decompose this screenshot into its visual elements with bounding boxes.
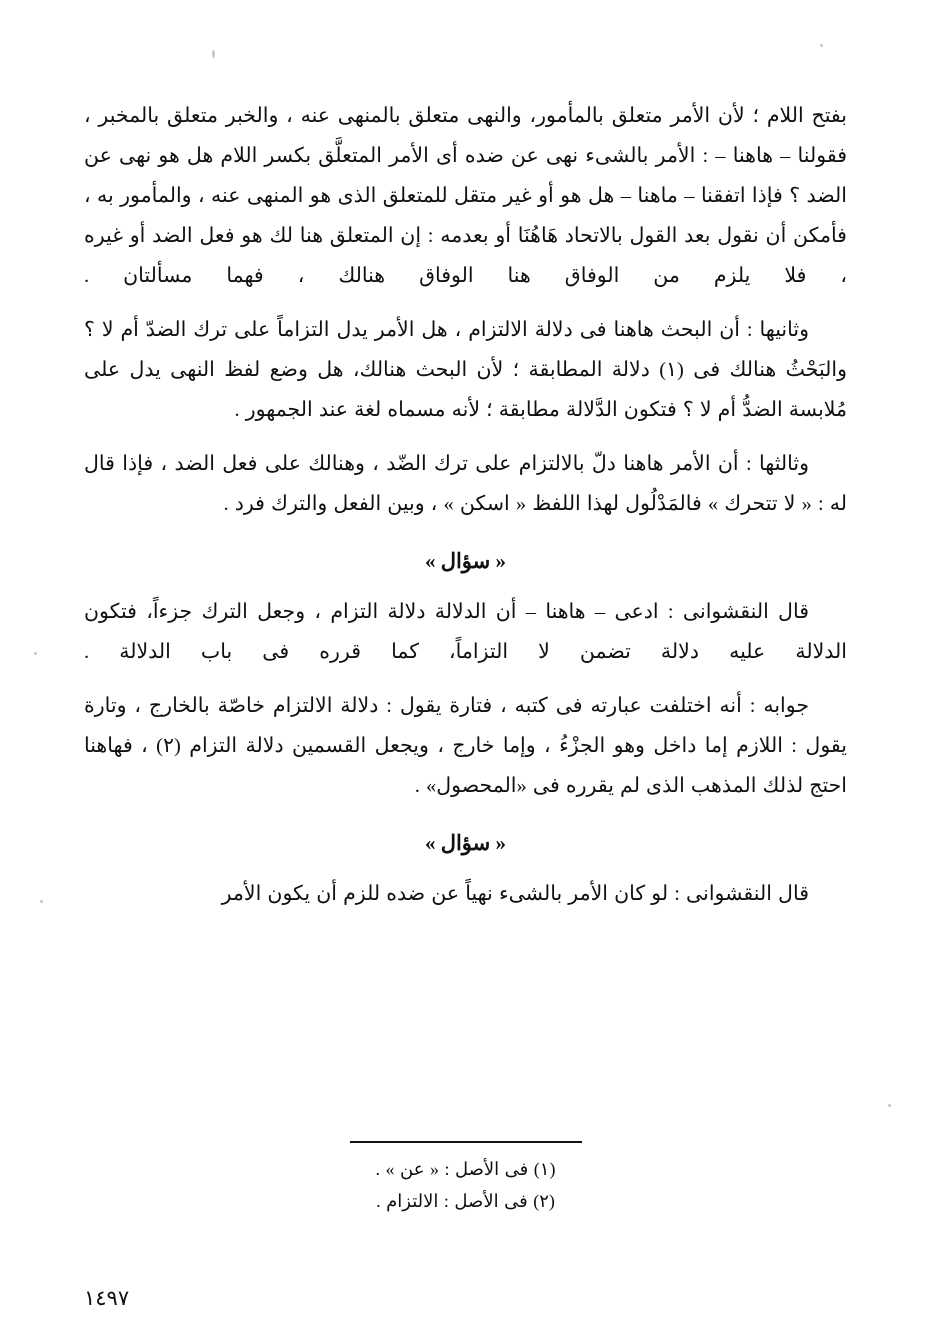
- paragraph-gap: [84, 672, 847, 686]
- footnote-1: (١) فى الأصل : « عن » .: [375, 1159, 556, 1179]
- footnote-2: (٢) فى الأصل : الالتزام .: [376, 1191, 555, 1211]
- paragraph-gap: [84, 430, 847, 444]
- paragraph-6: قال النقشوانى : لو كان الأمر بالشىء نهياً عن ضده للزم أن يكون الأمر: [221, 883, 809, 905]
- footnotes-block: [84, 1141, 847, 1217]
- scan-speck: [820, 44, 823, 47]
- section-heading-1: « سؤال »: [424, 549, 507, 573]
- paragraph-3: وثالثها : أن الأمر هاهنا دلّ بالالتزام على ترك الضّد ، وهنالك على فعل الضد ، فإذا قال له : « لا تتحرك » فالمَدْلُول لهذا اللفظ « اسكن » ، وبين الفعل والترك فرد .: [84, 453, 847, 515]
- footnote-separator: [350, 1141, 582, 1143]
- page-number: ١٤٩٧: [84, 1286, 130, 1310]
- scan-speck: [34, 652, 37, 655]
- paragraph-5: جوابه : أنه اختلفت عبارته فى كتبه ، فتارة يقول : دلالة الالتزام خاصّة بالخارج ، وتارة يقول : اللازم إما داخل وهو الجزْءُ ، وإما خارج ، ويجعل القسمين دلالة التزام (٢) ، فهاهنا احتج لذلك المذهب الذى لم يقرره فى «المحصول» .: [84, 695, 847, 797]
- scan-speck: [40, 900, 43, 903]
- paragraph-2: وثانيها : أن البحث هاهنا فى دلالة الالتزام ، هل الأمر يدل التزاماً على ترك الضدّ أم لا ؟ والبَحْثُ هنالك فى (١) دلالة المطابقة ؛ لأن البحث هنالك، هل وضع لفظ النهى يدل على مُلابسة الضدُّ أم لا ؟ فتكون الدَّلالة مطابقة ؛ لأنه مسماه لغة عند الجمهور .: [84, 319, 847, 421]
- paragraph-gap: [84, 296, 847, 310]
- scan-speck: [212, 50, 215, 58]
- section-heading-2: « سؤال »: [424, 831, 507, 855]
- paragraph-1: بفتح اللام ؛ لأن الأمر متعلق بالمأمور، والنهى متعلق بالمنهى عنه ، والخبر متعلق بالمخبر ، فقولنا – هاهنا – : الأمر بالشىء نهى عن ضده أى الأمر المتعلَّق بكسر اللام هل هو نهى عن الضد ؟ فإذا اتفقنا – ماهنا – هل هو أو غير متقل للمتعلق الذى هو المنهى عنه ، والمأمور به ، فأمكن أن نقول بعد القول بالاتحاد هَاهُنَا أو بعدمه : إن المتعلق هنا لك هو فعل الضد أو غيره ، فلا يلزم من الوفاق هنا الوفاق هنالك ، فهما مسألتان .: [84, 105, 847, 287]
- scan-speck: [888, 1104, 891, 1107]
- paragraph-4: قال النقشوانى : ادعى – هاهنا – أن الدلالة دلالة التزام ، وجعل الترك جزءاً، فتكون الدلالة عليه دلالة تضمن لا التزاماً، كما قرره فى باب الدلالة .: [84, 601, 847, 663]
- page-body: [84, 96, 847, 1295]
